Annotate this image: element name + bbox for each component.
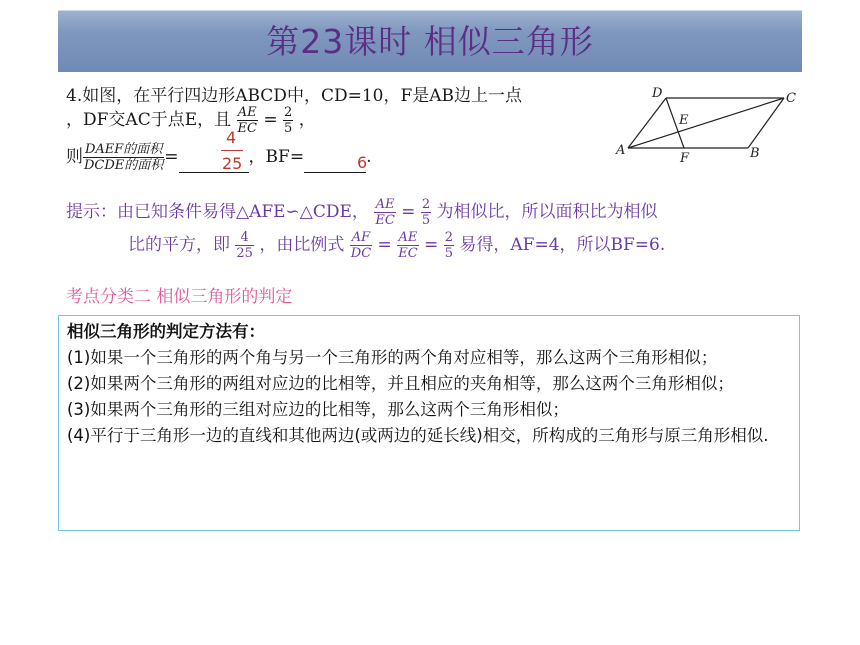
criteria-item-1: (1)如果一个三角形的两个角与另一个三角形的两个角对应相等，那么这两个三角形相似； [67, 348, 718, 367]
hint-frac-4-25 [235, 230, 254, 261]
category-heading: 考点分类二 相似三角形的判定 [66, 287, 293, 307]
parallelogram-figure [606, 84, 802, 162]
area-ratio-den: DCDE的面积 [84, 158, 164, 173]
hint-line-2-mid: ，由比例式 [259, 235, 345, 255]
answer-bf: 6 [357, 153, 368, 172]
problem-line-1: 4.如图，在平行四边形ABCD中，CD=10，F是AB边上一点 [66, 86, 523, 106]
hint-frac-ae-ec-2 [397, 230, 418, 261]
page-title: 第23课时 相似三角形 [266, 22, 594, 61]
hint-frac-3-den: 25 [236, 246, 253, 261]
hint-eq-3: = [424, 235, 439, 255]
hint-eq-2: = [377, 235, 392, 255]
equals-sign: = [263, 110, 278, 130]
label-c: C [786, 91, 796, 106]
given-value-den: 5 [284, 121, 293, 136]
problem-end: . [366, 147, 372, 167]
criteria-item-4: (4)平行于三角形一边的直线和其他两边(或两边的延长线)相交，所构成的三角形与原三角形相似. [67, 426, 769, 445]
hint-frac-4-num: AF [351, 230, 371, 245]
hint-frac-2-5-b [444, 230, 454, 261]
hint-frac-2-5 [421, 197, 431, 228]
given-ratio-den: EC [237, 121, 257, 136]
criteria-item-2: (2)如果两个三角形的两组对应边的比相等，并且相应的夹角相等，那么这两个三角形相似； [67, 374, 734, 393]
answer-fraction-bar [221, 150, 243, 151]
problem-line-3 [66, 142, 372, 173]
hint-block [66, 196, 796, 262]
hint-frac-4-den: DC [350, 246, 372, 261]
given-value-num: 2 [284, 105, 293, 120]
hint-frac-af-dc [350, 230, 372, 261]
bf-label: ，BF= [248, 147, 305, 167]
label-e: E [679, 113, 689, 128]
area-ratio-num: DAEF的面积 [84, 142, 163, 157]
given-value-fraction [283, 105, 293, 136]
hint-frac-1-num: AE [375, 197, 395, 212]
hint-line-2 [66, 229, 796, 262]
hint-frac-1-den: EC [375, 213, 395, 228]
title-banner [58, 10, 802, 72]
hint-frac-6-num: 2 [444, 230, 453, 245]
hint-frac-3-num: 4 [235, 230, 254, 246]
ze-label: 则 [66, 147, 83, 167]
hint-frac-ae-ec [374, 197, 395, 228]
hint-eq-1: = [401, 202, 416, 222]
criteria-heading: 相似三角形的判定方法有： [67, 322, 265, 341]
criteria-box [58, 315, 800, 531]
area-ratio-fraction [83, 142, 164, 173]
given-ratio-fraction [237, 105, 258, 136]
edge-da [628, 98, 666, 148]
answer-area-den: 25 [222, 154, 243, 173]
hint-line-2-pre: 比的平方，即 [128, 235, 230, 255]
label-b: B [750, 146, 760, 161]
hint-frac-2-num: 2 [421, 197, 431, 212]
label-d: D [652, 86, 663, 101]
hint-line-1-pre: 提示：由已知条件易得△AFE∽△CDE， [66, 202, 369, 222]
equals-sign-2: = [164, 147, 179, 167]
label-f: F [680, 151, 690, 162]
hint-line-1-post: 为相似比，所以面积比为相似 [436, 202, 658, 222]
hint-frac-6-den: 5 [444, 246, 453, 261]
problem-line-2-post: ， [298, 110, 316, 130]
criteria-item-3: (3)如果两个三角形的三组对应边的比相等，那么这两个三角形相似； [67, 400, 569, 419]
diagonal-ac [628, 98, 784, 148]
hint-line-2-post: 易得，AF=4，所以BF=6. [459, 235, 666, 255]
hint-frac-2-den: 5 [421, 213, 431, 228]
given-ratio-num: AE [237, 105, 257, 120]
hint-frac-5-num: AE [398, 230, 418, 245]
answer-area-num: 4 [226, 128, 237, 147]
problem-line-2 [66, 105, 316, 136]
label-a: A [616, 143, 626, 158]
hint-line-1 [66, 196, 796, 229]
hint-frac-5-den: EC [398, 246, 418, 261]
problem-line-2-pre: ，DF交AC于点E，且 [66, 110, 232, 130]
edge-bc [748, 98, 784, 148]
